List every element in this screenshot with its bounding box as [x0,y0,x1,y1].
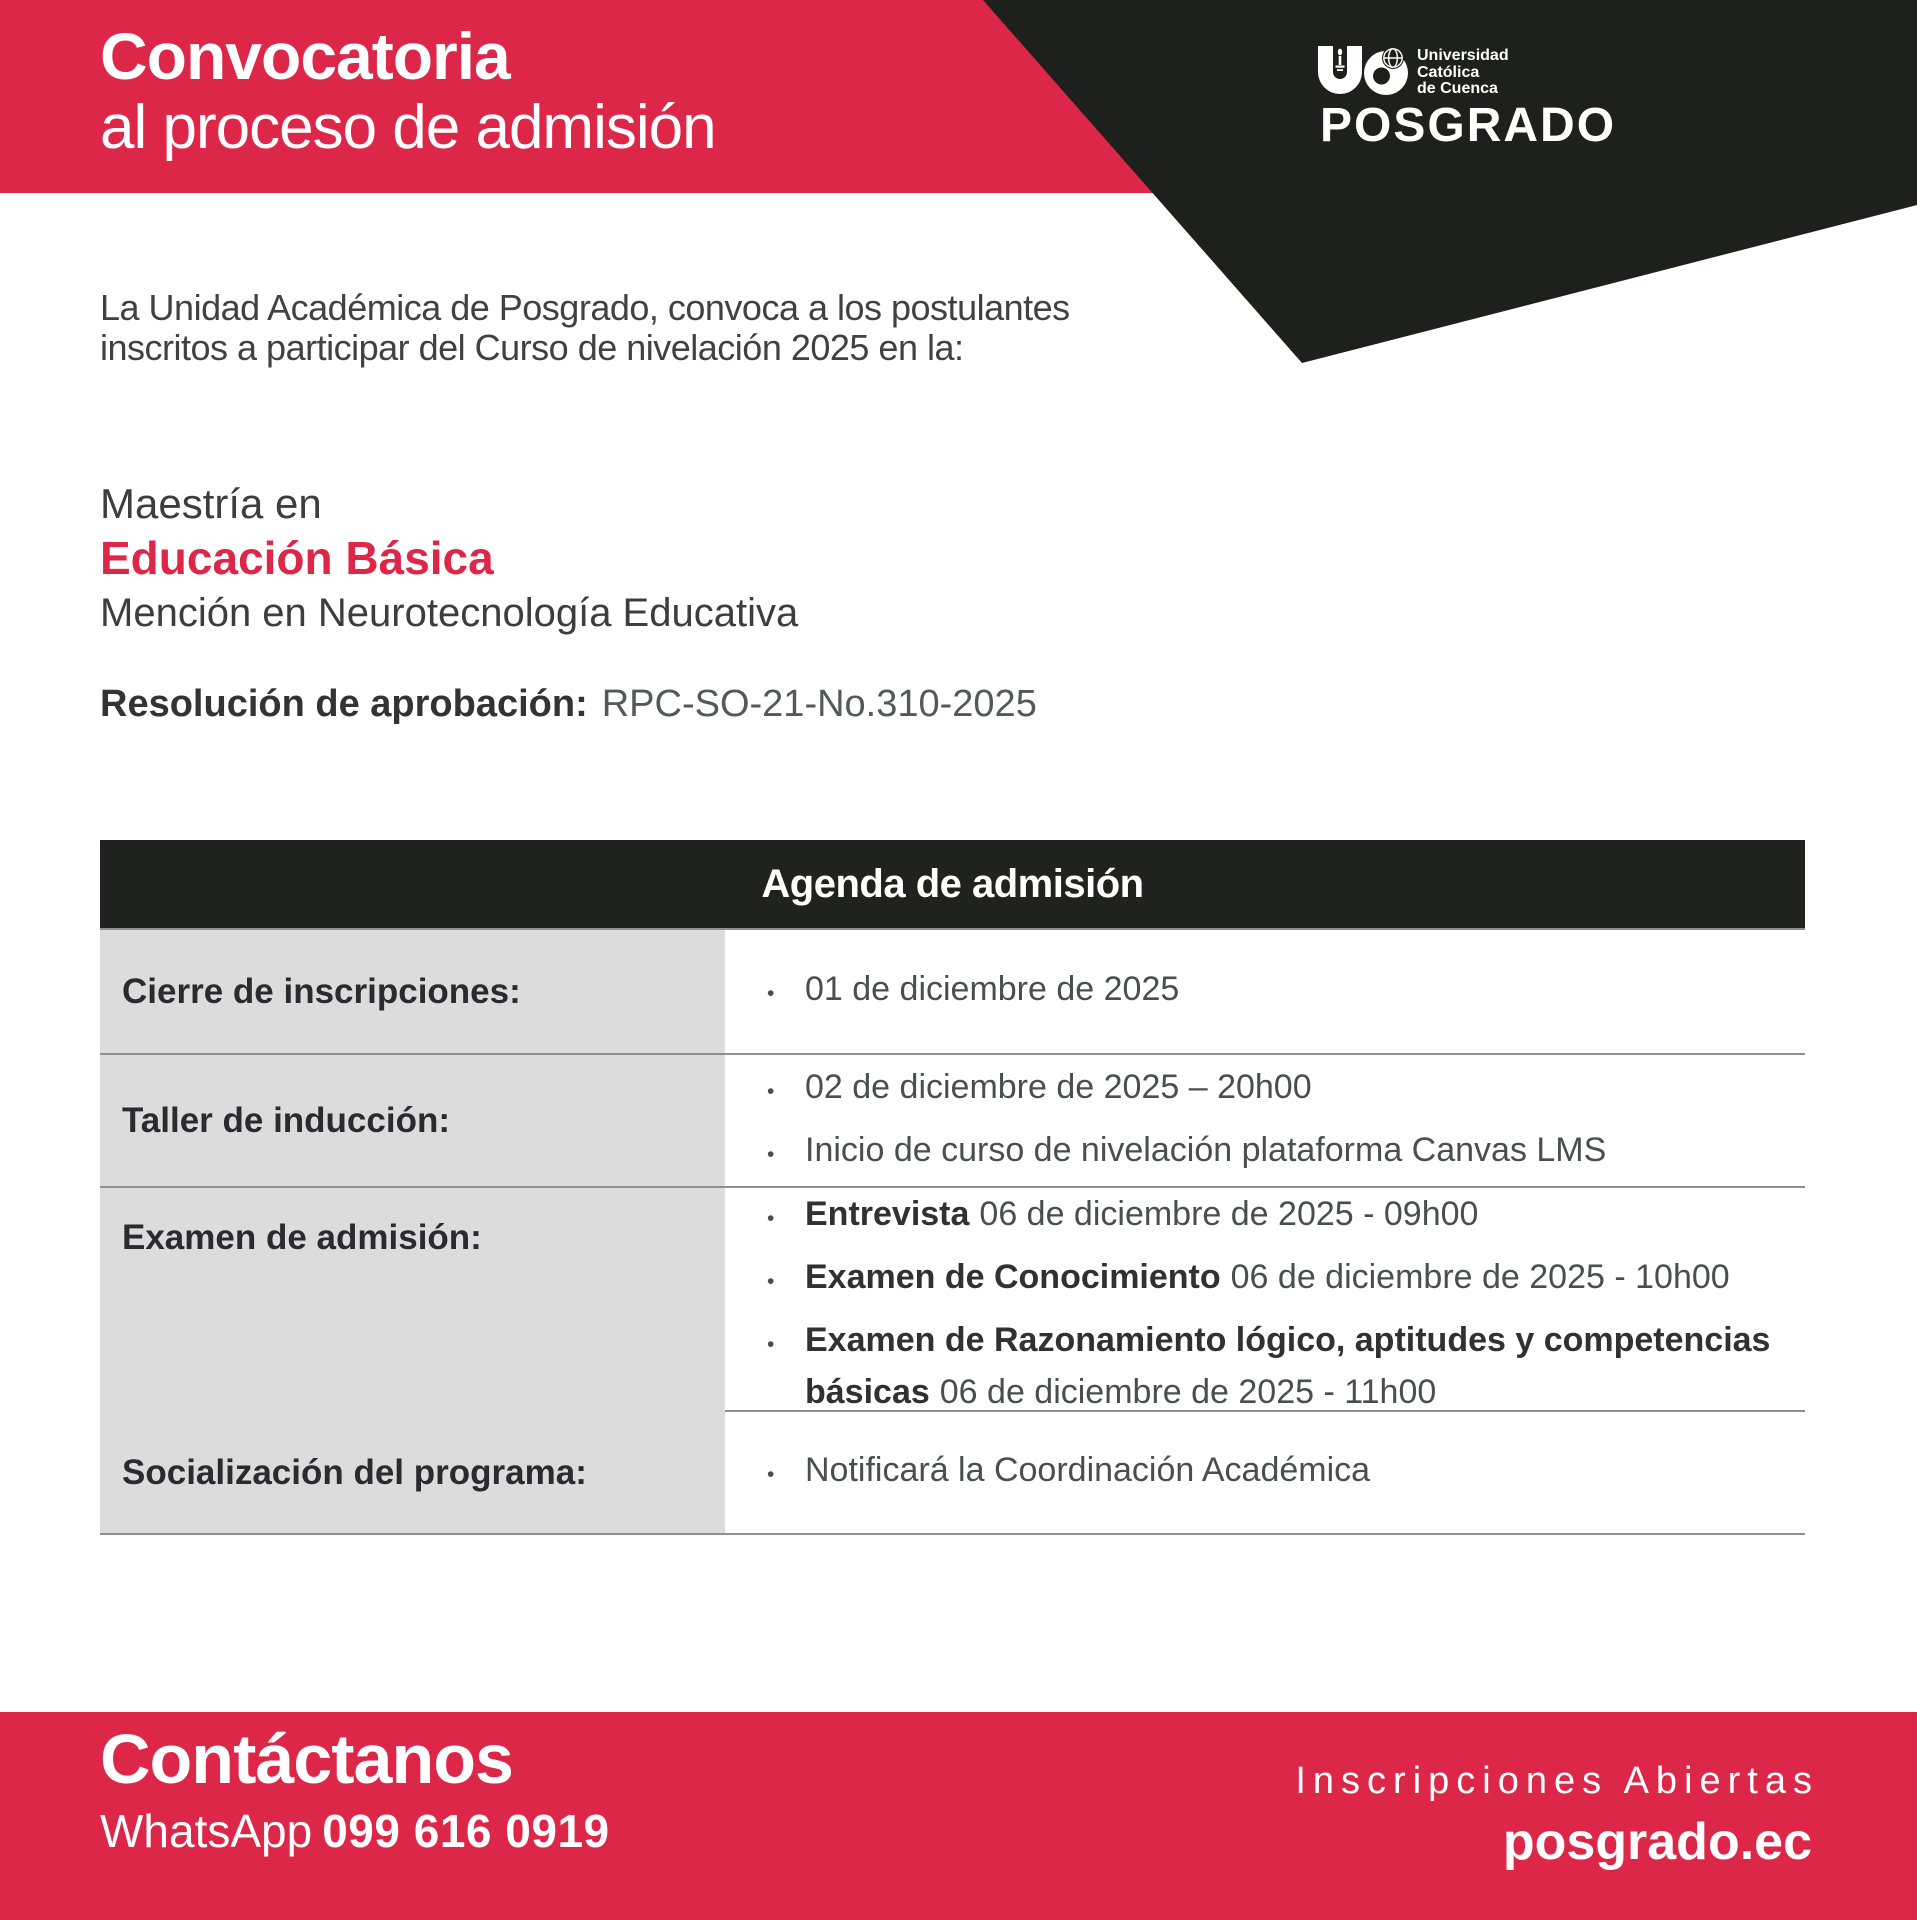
banner-subtitle: al proceso de admisión [100,93,716,162]
agenda-title: Agenda de admisión [761,861,1144,906]
intro-paragraph [100,288,1070,368]
list-item [767,1251,1785,1308]
list-item [767,1124,1785,1181]
list-item [767,1314,1785,1418]
bullet-icon: • [767,1142,775,1166]
whatsapp-label: WhatsApp [100,1805,313,1857]
university-name-line: Católica [1417,63,1480,81]
program-name: Educación Básica [100,532,494,584]
footer [0,1712,1917,1920]
item-lead: Examen de Razonamiento lógico, aptitudes y competencias básicas [805,1321,1771,1411]
item-text: 06 de diciembre de 2025 - 09h00 [979,1195,1479,1233]
resolution-label: Resolución de aprobación: [100,683,588,725]
item-text: Inicio de curso de nivelación plataforma Canvas LMS [805,1130,1607,1169]
row-content [725,1188,1805,1418]
row-content [725,930,1805,1053]
table-row [100,930,1805,1053]
list-item [767,963,1785,1020]
item-text: 02 de diciembre de 2025 – 20h00 [805,1067,1312,1106]
row-label: Socialización del programa: [100,1412,725,1533]
whatsapp-line [100,1804,610,1858]
list-item [767,1188,1785,1245]
item-lead: Entrevista [805,1195,970,1233]
agenda-header [100,840,1805,930]
bullet-icon: • [767,1270,775,1293]
program-mention: Mención en Neurotecnología Educativa [100,591,799,635]
program-degree: Maestría en [100,480,322,527]
university-name-line: Universidad [1417,47,1509,64]
list-item [767,1061,1785,1118]
contact-title: Contáctanos [100,1720,513,1798]
website-text: posgrado.ec [1502,1813,1812,1871]
intro-line: La Unidad Académica de Posgrado, convoca a los postulantes [100,287,1070,328]
posgrado-wordmark: POSGRADO [1320,99,1617,152]
bullet-icon: • [767,1333,775,1356]
globe-icon [1382,47,1404,69]
row-content [725,1055,1805,1186]
table-row [100,1053,1805,1186]
table-row [100,1186,1805,1410]
torch-icon [1336,49,1345,71]
bullet-icon: • [767,982,775,1005]
row-label: Cierre de inscripciones: [100,930,725,1053]
row-label: Examen de admisión: [100,1188,725,1418]
table-row [100,1410,1805,1533]
university-name-line: de Cuenca [1417,80,1498,97]
bullet-icon: • [767,1463,775,1486]
intro-line: inscritos a participar del Curso de nivelación 2025 en la: [100,327,964,368]
row-content [725,1412,1805,1533]
resolution-line [100,682,1037,726]
bullet-icon: • [767,1079,775,1103]
uc-monogram-icon [1318,46,1410,101]
resolution-value: RPC-SO-21-No.310-2025 [601,683,1037,725]
agenda-body [100,930,1805,1535]
item-text: Notificará la Coordinación Académica [805,1451,1371,1489]
item-text: 06 de diciembre de 2025 - 11h00 [939,1373,1437,1411]
item-lead: Examen de Conocimiento [805,1258,1221,1296]
uc-posgrado-logo [1318,46,1617,152]
list-item [767,1444,1785,1501]
whatsapp-number: 099 616 0919 [322,1805,610,1857]
row-label: Taller de inducción: [100,1055,725,1186]
item-text: 06 de diciembre de 2025 - 10h00 [1230,1258,1730,1296]
item-text: 01 de diciembre de 2025 [805,970,1180,1008]
agenda-table [100,840,1805,1535]
inscriptions-open-text: Inscripciones Abiertas [1295,1760,1819,1802]
banner-title: Convocatoria [100,19,510,93]
university-name [1417,46,1509,98]
bullet-icon: • [767,1207,775,1230]
